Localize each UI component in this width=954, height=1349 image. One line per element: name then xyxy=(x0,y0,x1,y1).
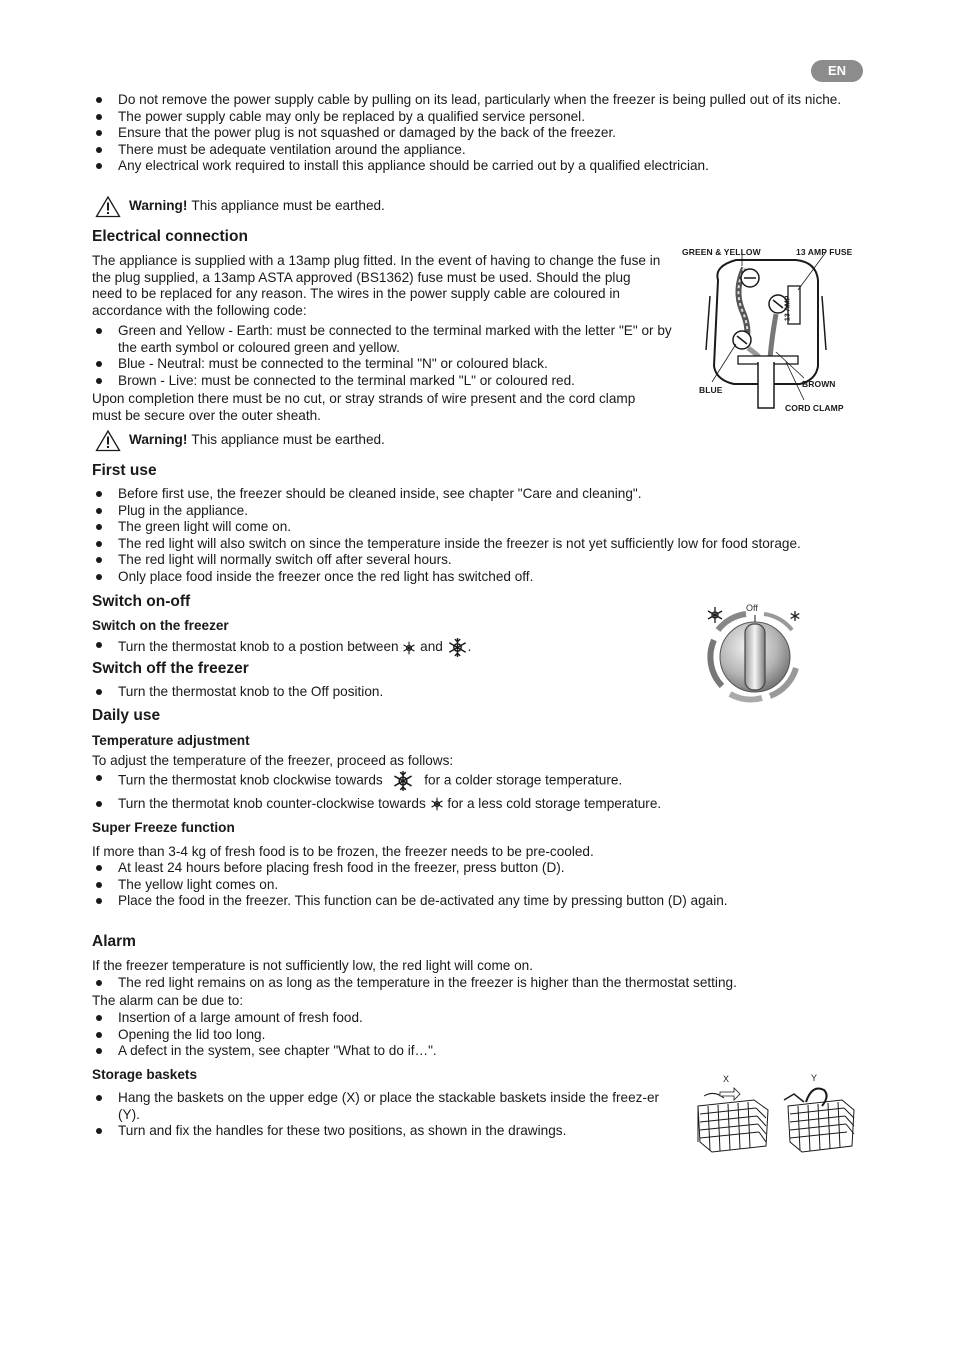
temperature-bullet-list xyxy=(92,770,852,813)
switch-off-heading: Switch off the freezer xyxy=(92,660,249,677)
list-item: Brown - Live: must be connected to the terminal marked "L" or coloured red. xyxy=(92,373,682,390)
list-item xyxy=(92,796,852,813)
list-item: The green light will come on. xyxy=(92,519,867,536)
thermostat-knob-icon xyxy=(700,600,810,704)
switch-on-text: Turn the thermostat knob to a postion between xyxy=(118,639,399,655)
list-item: Place the food in the freezer. This function can be de-activated any time by pressing button (D) again. xyxy=(92,893,867,910)
label-13-amp-fuse: 13 AMP FUSE xyxy=(796,247,853,257)
first-use-heading: First use xyxy=(92,462,157,479)
alarm-causes-intro: The alarm can be due to: xyxy=(92,993,244,1008)
label-fuse-body: 13 AMP xyxy=(784,295,792,322)
snowflake-small-icon xyxy=(402,641,416,655)
alarm-bullet-list xyxy=(92,975,867,992)
switch-off-bullet-list xyxy=(92,684,652,701)
switch-on-end: . xyxy=(467,639,472,655)
warning-text: This appliance must be earthed. xyxy=(191,432,385,448)
list-item: The red light will also switch on since the temperature inside the freezer is not yet sufficiently low for food storage. xyxy=(92,536,867,553)
snowflake-large-icon xyxy=(447,637,468,658)
basket-label-x: X xyxy=(723,1074,730,1084)
first-use-bullet-list xyxy=(92,486,867,586)
list-item: Green and Yellow - Earth: must be connected to the terminal marked with the letter "E" or by the earth symbol or coloured green and yellow. xyxy=(92,323,682,356)
list-item: The red light remains on as long as the temperature in the freezer is higher than the thermostat setting. xyxy=(92,975,867,992)
wire-basket-icon xyxy=(694,1070,864,1160)
thermostat-knob-diagram xyxy=(700,600,810,704)
snowflake-small-icon xyxy=(791,611,800,621)
list-item: Do not remove the power supply cable by pulling on its lead, particularly when the freezer is being pulled out of its niche. xyxy=(92,92,867,109)
list-item: Hang the baskets on the upper edge (X) or place the stackable baskets inside the freez-er (Y). xyxy=(92,1090,684,1123)
warning-label: Warning! xyxy=(129,432,188,448)
super-freeze-bullet-list xyxy=(92,860,867,910)
electrical-intro: The appliance is supplied with a 13amp plug fitted. In the event of having to change the fuse in the plug supplied, a 13amp ASTA approved (BS1362) fuse must be used. Should the plug need to be replaced for any reason. The wires in the power supply cable are coloured in accordance with the following code: xyxy=(92,253,661,318)
temp-colder-post: for a colder storage temperature. xyxy=(424,772,623,788)
warning-label: Warning! xyxy=(129,198,188,214)
snowflake-small-icon xyxy=(430,797,444,811)
list-item: The power supply cable may only be replaced by a qualified service personel. xyxy=(92,109,867,126)
temperature-subheading: Temperature adjustment xyxy=(92,733,250,748)
alarm-intro: If the freezer temperature is not sufficiently low, the red light will come on. xyxy=(92,958,533,973)
snowflake-large-icon xyxy=(392,770,414,792)
plug-wiring-diagram xyxy=(676,240,866,416)
list-item: There must be adequate ventilation around the appliance. xyxy=(92,142,867,159)
list-item: Blue - Neutral: must be connected to the terminal "N" or coloured black. xyxy=(92,356,682,373)
list-item: The yellow light comes on. xyxy=(92,877,867,894)
storage-baskets-subheading: Storage baskets xyxy=(92,1067,198,1082)
temp-less-cold-post: for a less cold storage temperature. xyxy=(447,796,662,811)
list-item: Insertion of a large amount of fresh food. xyxy=(92,1010,867,1027)
switch-on-bullet-list xyxy=(92,637,652,658)
label-blue: BLUE xyxy=(699,385,723,395)
language-badge: EN xyxy=(811,60,863,82)
switch-on-and: and xyxy=(420,639,443,655)
alarm-heading: Alarm xyxy=(92,933,136,950)
warning-triangle-icon xyxy=(95,429,121,452)
daily-use-heading: Daily use xyxy=(92,707,161,724)
snowflake-large-icon xyxy=(708,607,722,623)
intro-bullet-list xyxy=(92,92,867,175)
list-item: Plug in the appliance. xyxy=(92,503,867,520)
warning-note xyxy=(95,429,385,452)
electrical-heading: Electrical connection xyxy=(92,228,248,245)
temperature-intro: To adjust the temperature of the freezer, proceed as follows: xyxy=(92,753,454,768)
list-item: A defect in the system, see chapter "What to do if…". xyxy=(92,1043,867,1060)
electrical-outro: Upon completion there must be no cut, or stray strands of wire present and the cord clamp must be secure over the outer sheath. xyxy=(92,391,636,423)
temp-less-cold-text: Turn the thermotat knob counter-clockwise towards xyxy=(118,796,426,811)
storage-baskets-diagram xyxy=(694,1070,864,1160)
knob-off-label: Off xyxy=(746,603,758,613)
list-item: At least 24 hours before placing fresh food in the freezer, press button (D). xyxy=(92,860,867,877)
list-item: Ensure that the power plug is not squashed or damaged by the back of the freezer. xyxy=(92,125,867,142)
basket-label-y: Y xyxy=(811,1073,818,1083)
label-green-yellow: GREEN & YELLOW xyxy=(682,247,761,257)
electrical-bullet-list xyxy=(92,323,682,389)
list-item: Before first use, the freezer should be cleaned inside, see chapter "Care and cleaning". xyxy=(92,486,867,503)
list-item: The red light will normally switch off after several hours. xyxy=(92,552,867,569)
label-brown: BROWN xyxy=(802,379,836,389)
list-item: Turn and fix the handles for these two positions, as shown in the drawings. xyxy=(92,1123,684,1140)
list-item: Turn the thermostat knob to the Off position. xyxy=(92,684,652,701)
storage-baskets-bullet-list xyxy=(92,1090,684,1140)
list-item xyxy=(92,637,652,658)
warning-text: This appliance must be earthed. xyxy=(191,198,385,214)
list-item: Any electrical work required to install this appliance should be carried out by a qualified electrician. xyxy=(92,158,867,175)
list-item: Only place food inside the freezer once the red light has switched off. xyxy=(92,569,867,586)
warning-note xyxy=(95,195,385,218)
temp-colder-text: Turn the thermostat knob clockwise towards xyxy=(118,772,383,788)
warning-triangle-icon xyxy=(95,195,121,218)
switch-heading: Switch on-off xyxy=(92,593,191,610)
alarm-causes-list xyxy=(92,1010,867,1060)
label-cord-clamp: CORD CLAMP xyxy=(785,403,844,413)
list-item xyxy=(92,770,852,796)
switch-on-subheading: Switch on the freezer xyxy=(92,618,229,633)
super-freeze-intro: If more than 3-4 kg of fresh food is to be frozen, the freezer needs to be pre-cooled. xyxy=(92,844,594,859)
super-freeze-subheading: Super Freeze function xyxy=(92,820,235,835)
list-item: Opening the lid too long. xyxy=(92,1027,867,1044)
